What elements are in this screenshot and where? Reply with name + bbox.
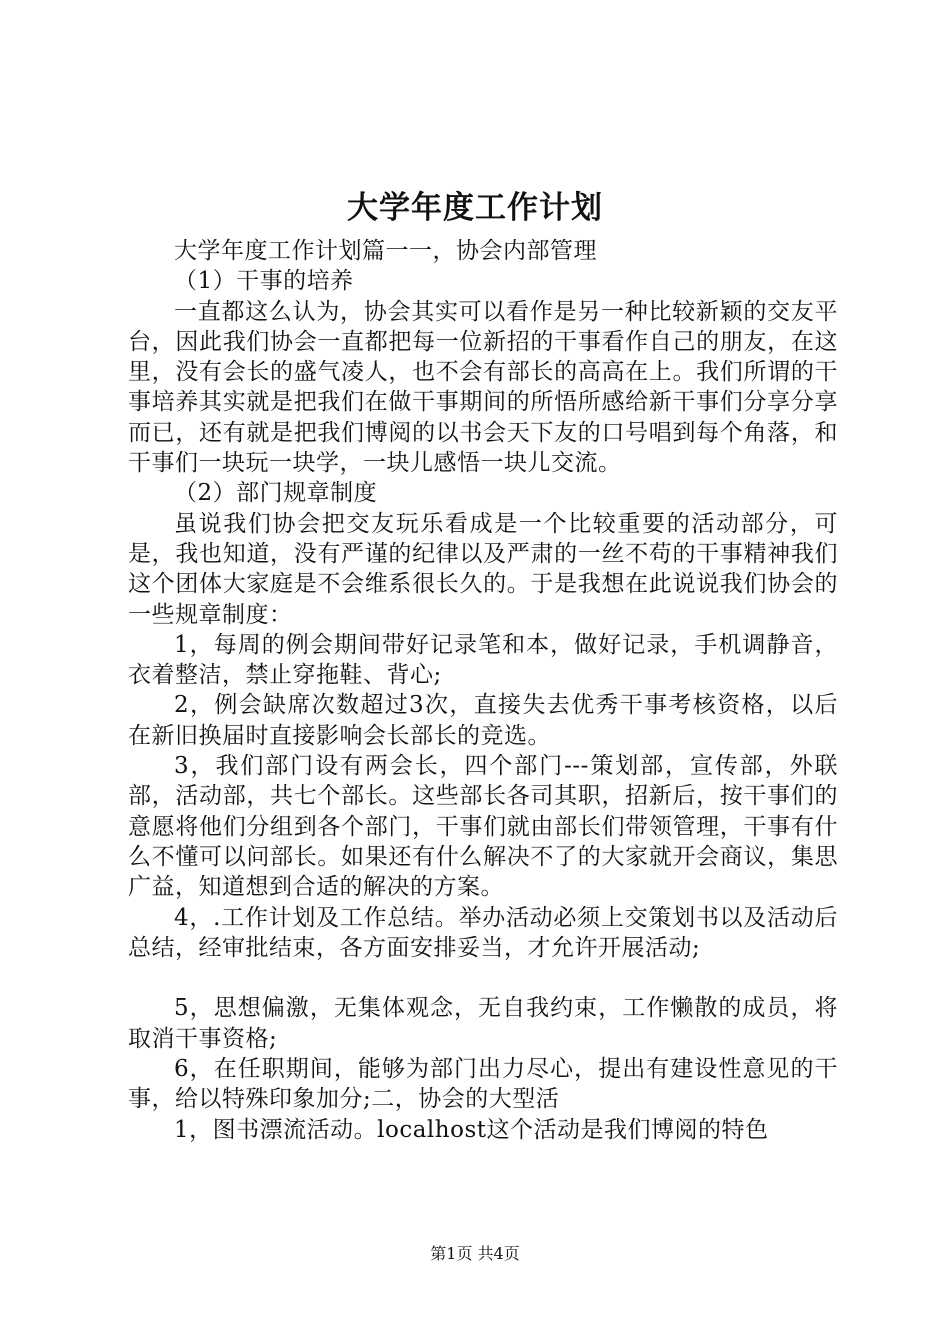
blank-line <box>128 963 838 993</box>
paragraph: 5，思想偏激，无集体观念，无自我约束，工作懒散的成员，将取消干事资格; <box>128 995 838 1052</box>
paragraph: 1，每周的例会期间带好记录笔和本，做好记录，手机调静音，衣着整洁，禁止穿拖鞋、背心; <box>128 631 838 689</box>
paragraph: 大学年度工作计划篇一一，协会内部管理 <box>174 238 597 264</box>
document-title: 大学年度工作计划 <box>347 190 603 226</box>
paragraph: 3，我们部门设有两会长，四个部门---策划部，宣传部，外联部，活动部，共七个部长。这些部长各司其职，招新后，按干事们的意愿将他们分组到各个部门，干事们就由部长们带领管理，干事有什么不懂可以问部长。如果还有什么解决不了的大家就开会商议，集思广益，知道想到合适的解决的方案。 <box>128 753 838 901</box>
paragraph: 2，例会缺席次数超过3次，直接失去优秀干事考核资格，以后在新旧换届时直接影响会长部长的竞选。 <box>128 692 838 749</box>
page-footer <box>0 1243 950 1265</box>
paragraph: （1）干事的培养 <box>174 268 354 295</box>
paragraph: 一直都这么认为，协会其实可以看作是另一种比较新颖的交友平台，因此我们协会一直都把每一位新招的干事看作自己的朋友，在这里，没有会长的盛气凌人，也不会有部长的高高在上。我们所谓的干事培养其实就是把我们在做干事期间的所悟所感给新干事们分享分享而已，还有就是把我们博阅的以书会天下友的口号唱到每个角落，和干事们一块玩一块学，一块儿感悟一块儿交流。 <box>128 298 838 477</box>
paragraph: 1，图书漂流活动。localhost这个活动是我们博阅的特色 <box>174 1116 769 1143</box>
document-body <box>128 236 838 1145</box>
paragraph: 4，.工作计划及工作总结。举办活动必须上交策划书以及活动后总结，经审批结束，各方面安排妥当，才允许开展活动; <box>128 904 838 961</box>
page-total: 共4页 <box>477 1244 520 1263</box>
page-number: 第1页 <box>430 1244 473 1263</box>
paragraph: （2）部门规章制度 <box>174 480 378 507</box>
paragraph: 6，在任职期间，能够为部门出力尽心，提出有建设性意见的干事，给以特殊印象加分;二，协会的大型活 <box>128 1056 838 1113</box>
paragraph: 虽说我们协会把交友玩乐看成是一个比较重要的活动部分，可是，我也知道，没有严谨的纪律以及严肃的一丝不苟的干事精神我们这个团体大家庭是不会维系很长久的。于是我想在此说说我们协会的一些规章制度： <box>128 510 838 628</box>
